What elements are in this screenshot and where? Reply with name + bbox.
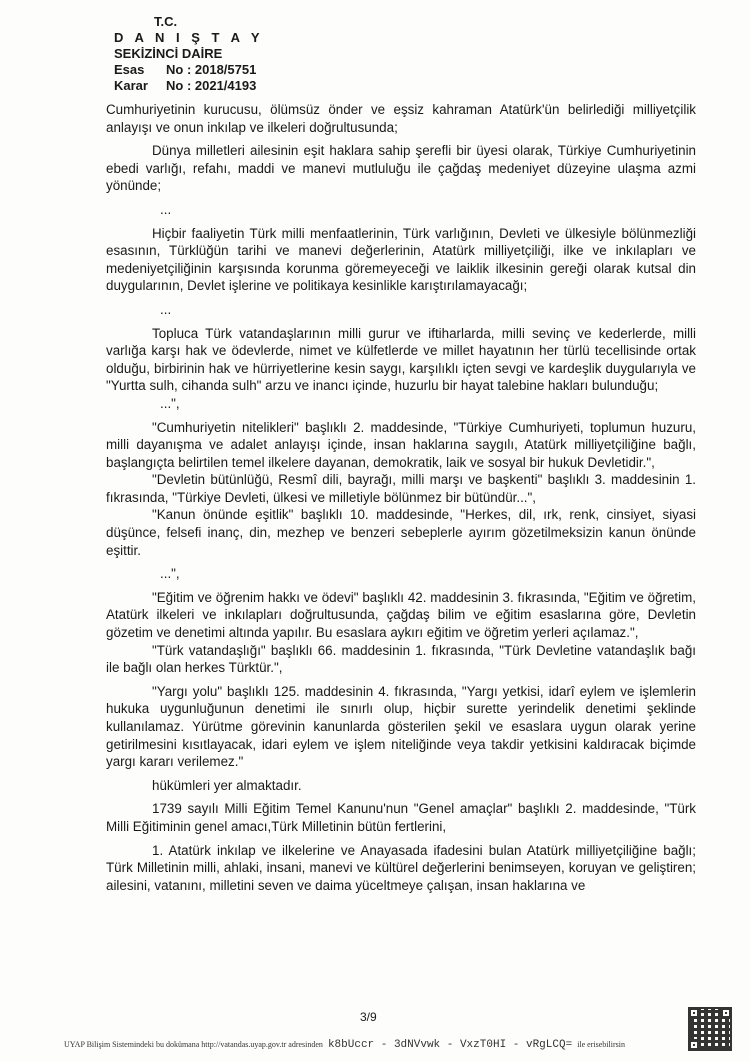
paragraph: "Kanun önünde eşitlik" başlıklı 10. maddesinde, "Herkes, dil, ırk, renk, cinsiyet, siyasi düşünce, felsefi inanç, din, mezhep ve benzeri sebeplerle ayırım gözetilmeksizin kanun önünde eşittir. [106,507,696,558]
institution-name: D A N I Ş T A Y [114,30,264,45]
esas-row [114,62,414,78]
paragraph: hükümleri yer almaktadır. [152,777,302,793]
paragraph: "Devletin bütünlüğü, Resmî dili, bayrağı, milli marşı ve başkenti" başlıklı 3. maddesinin 1. fıkrasında, "Türkiye Devleti, ülkesi ve milletiyle bölünmez bir bütündür...", [106,472,696,505]
paragraph: "Eğitim ve öğrenim hakkı ve ödevi" başlıklı 42. maddesinin 3. fıkrasında, "Eğitim ve öğretim, Atatürk ilkeleri ve inkılapları doğrultusunda, çağdaş bilim ve eğitim esaslarına göre, Devletin gözetim ve denetimi altında yapılır. Bu esaslara aykırı eğitim ve öğretim yerleri açılamaz.", [106,589,696,641]
paragraph: Dünya milletleri ailesinin eşit haklara sahip şerefli bir üyesi olarak, Türkiye Cumhuriyetinin ebedi varlığı, refahı, maddi ve manevi mutluluğu ile çağdaş medeniyet düzeyine ulaşma azmi yönünde; [106,143,696,194]
paragraph: "Yargı yolu" başlıklı 125. maddesinin 4. fıkrasında, "Yargı yetkisi, idarî eylem ve işlemlerin hukuka uygunluğunun denetimi ile sınırlı olup, hiçbir surette yerindelik denetimi şeklinde kullanılamaz. Yürütme görevinin kanunlarda gösterilen şekil ve esaslara uygun olarak yerine getirilmesini kısıtlayacak, idari eylem ve işlem niteliğinde veya takdir yetkisini kaldıracak biçimde yargı kararı verilemez." [106,683,696,770]
document-body [106,101,696,894]
paragraph: "Türk vatandaşlığı" başlıklı 66. maddesinin 1. fıkrasında, "Türk Devletine vatandaşlık bağı ile bağlı olan herkes Türktür.", [106,642,696,676]
ellipsis: ...", [160,566,180,582]
paragraph: "Cumhuriyetin nitelikleri" başlıklı 2. maddesinde, "Türkiye Cumhuriyeti, toplumun huzuru, milli dayanışma ve adalet anlayışı içinde, insan haklarına saygılı, Atatürk milliyetçiliğine bağlı, başlangıçta belirtilen temel ilkelere dayanan, demokratik, laik ve sosyal bir hukuk Devletidir.", [106,419,696,470]
paragraph: 1. Atatürk inkılap ve ilkelerine ve Anayasada ifadesini bulan Atatürk milliyetçiliğine bağlı; Türk Milletinin milli, ahlaki, insani, manevi ve kültürel değerlerini benimseyen, koruyan ve geliştiren; ailesini, vatanını, milletini seven ve daima yüceltmeye çalışan, insan haklarına ve [106,842,696,893]
verification-code: k8bUccr - 3dNVvwk - VxzT0HI - vRgLCQ= [327,1039,573,1051]
footer-note-end: ile erisebilirsin [577,1040,625,1049]
footer-note [64,1039,684,1051]
ellipsis: ... [160,301,172,317]
document-header [114,14,414,94]
ellipsis: ... [160,201,172,217]
karar-label: Karar [114,78,148,93]
karar-number: No : 2021/4193 [166,78,257,93]
qr-code-icon [688,1007,732,1051]
tc-label: T.C. [154,14,178,29]
footer-note-start: UYAP Bilişim Sistemindeki bu dokümana http://vatandas.uyap.gov.tr adresinden [64,1040,323,1049]
paragraph: Topluca Türk vatandaşlarının milli gurur ve iftiharlarda, milli sevinç ve kederlerde, milli varlığa karşı hak ve ödevlerde, nimet ve külfetlerde ve millet hayatının her türlü tecellisinde ortak olduğu, birbirinin hak ve hürriyetlerine kesin saygı, karşılıklı içten sevgi ve kardeşlik duygularıyla ve "Yurtta sulh, cihanda sulh" arzu ve inancı içinde, huzurlu bir hayat talebine hakları bulunduğu; [106,325,696,394]
esas-label: Esas [114,62,145,77]
paragraph: Cumhuriyetinin kurucusu, ölümsüz önder ve eşsiz kahraman Atatürk'ün belirlediği milliyetçilik anlayışı ve onun inkılap ve ilkeleri doğrultusunda; [106,102,696,135]
chamber-name: SEKİZİNCİ DAİRE [114,46,223,61]
esas-number: No : 2018/5751 [166,62,257,77]
page-number: 3/9 [360,1010,377,1024]
paragraph: Hiçbir faaliyetin Türk milli menfaatlerinin, Türk varlığının, Devleti ve ülkesiyle bölünmezliği esasının, Türklüğün tarihi ve manevi değerlerinin, Atatürk milliyetçiliği, ilke ve inkılapları ve medeniyetçiliğinin karşısında korunma göremeyeceği ve laiklik ilkesinin gereği olarak kutsal din duygularının, Devlet işlerine ve politikaya kesinlikle karıştırılamayacağı; [106,225,696,294]
ellipsis: ...", [160,395,180,411]
paragraph: 1739 sayılı Milli Eğitim Temel Kanunu'nun "Genel amaçlar" başlıklı 2. maddesinde, "Türk Milli Eğitiminin genel amacı,Türk Milletinin bütün fertlerini, [106,801,696,834]
karar-row [114,78,414,94]
